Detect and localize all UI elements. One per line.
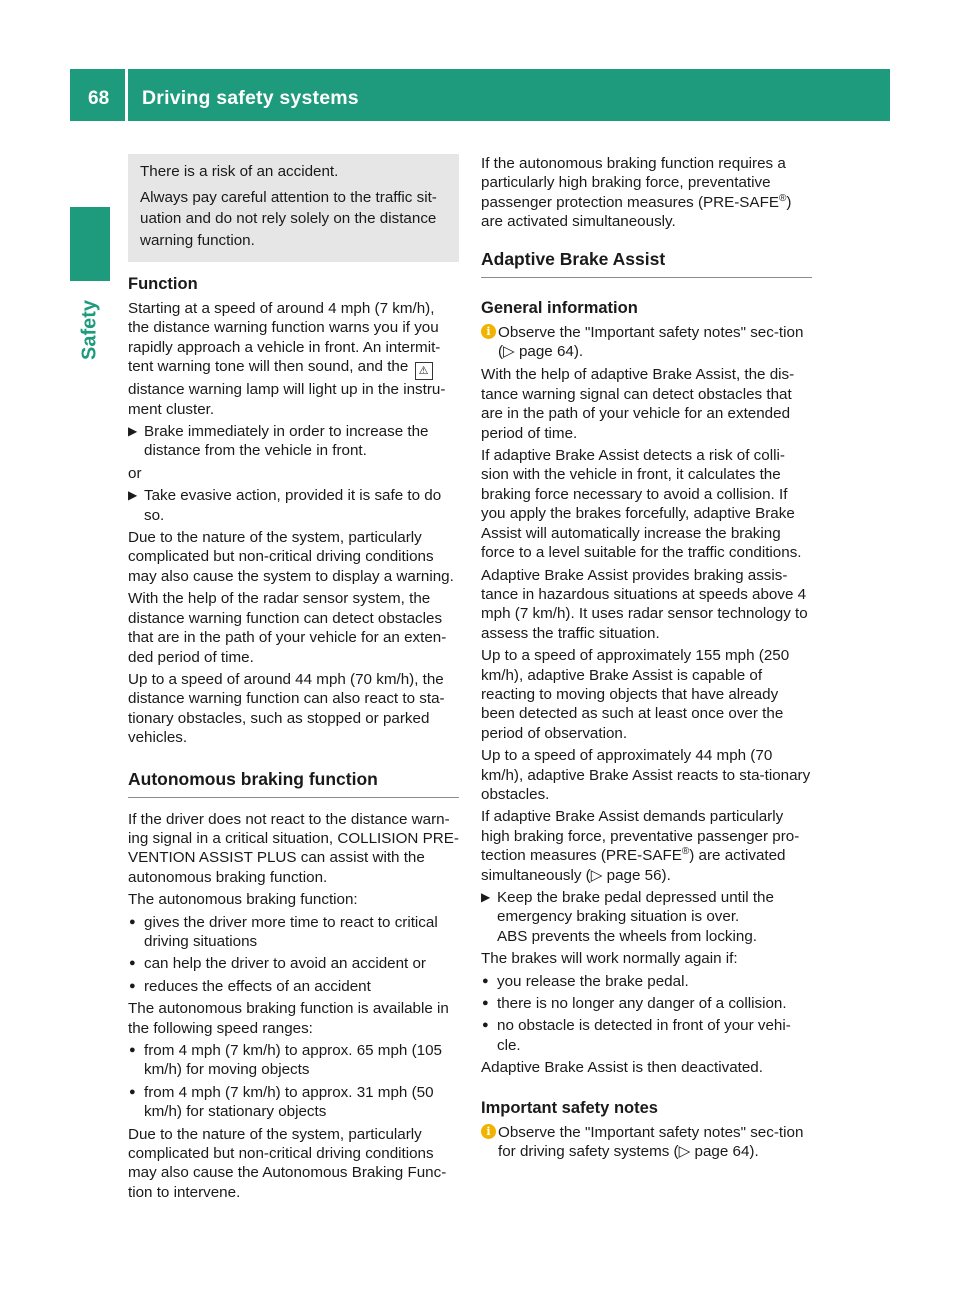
list-item: ● you release the brake pedal. xyxy=(482,972,689,990)
side-tab-label: Safety xyxy=(78,299,101,361)
right-column xyxy=(481,154,812,1165)
step-arrow-icon: ▶ xyxy=(128,424,138,439)
list-item: ● can help the driver to avoid an accident or xyxy=(129,955,426,973)
or-text: or xyxy=(128,464,142,482)
section-heading-adaptive-brake-assist: Adaptive Brake Assist xyxy=(481,248,812,278)
step-arrow-icon: ▶ xyxy=(481,890,491,904)
warning-box xyxy=(128,154,459,262)
instruction-step: ▶ Keep the brake pedal depressed until the emergency braking situation is over. ABS prevents the wheels from locking. xyxy=(481,889,774,945)
paragraph: If adaptive Brake Assist demands particularly high braking force, preventative passenger pro-tection measures (PRE-SAFE®) are activated simultaneously (▷ page 56). xyxy=(481,808,800,884)
list-item: ● there is no longer any danger of a collision. xyxy=(482,995,787,1013)
distance-warning-lamp-icon: ⚠ xyxy=(415,362,433,380)
registered-mark: ® xyxy=(681,846,690,858)
info-icon: i xyxy=(481,1124,496,1139)
chapter-title: Driving safety systems xyxy=(142,87,359,109)
paragraph: Adaptive Brake Assist provides braking assis-tance in hazardous situations at speeds above 4 mph (7 km/h). It uses radar sensor technology to assess the traffic situation. xyxy=(481,566,808,642)
bullet-icon: ● xyxy=(482,997,489,1010)
general-information-heading: General information xyxy=(481,298,638,317)
paragraph: Due to the nature of the system, particularly complicated but non-critical driving conditions may also cause the system to display a warning. xyxy=(128,529,454,585)
header-divider xyxy=(125,69,128,121)
paragraph: Up to a speed of approximately 44 mph (70 km/h), adaptive Brake Assist reacts to sta-tionary obstacles. xyxy=(481,747,811,803)
instruction-step: ▶ Brake immediately in order to increase the distance from the vehicle in front. xyxy=(128,423,429,460)
paragraph: Adaptive Brake Assist is then deactivated. xyxy=(481,1059,763,1077)
step-arrow-icon: ▶ xyxy=(128,488,138,503)
bullet-icon: ● xyxy=(482,974,489,987)
list-item: ● from 4 mph (7 km/h) to approx. 65 mph (105 km/h) for moving objects xyxy=(129,1042,442,1079)
paragraph: Up to a speed of around 44 mph (70 km/h), the distance warning function can also react to sta-tionary obstacles, such as stopped or parked vehicles. xyxy=(128,670,445,747)
list-item: ● no obstacle is detected in front of your vehi-cle. xyxy=(482,1017,791,1054)
info-icon: i xyxy=(481,324,496,339)
warning-line-1: There is a risk of an accident. xyxy=(140,163,339,180)
bullet-icon: ● xyxy=(129,1085,136,1098)
bullet-icon: ● xyxy=(482,1019,489,1032)
instruction-step: ▶ Take evasive action, provided it is safe to do so. xyxy=(128,487,442,524)
paragraph: Up to a speed of approximately 155 mph (250 km/h), adaptive Brake Assist is capable of reacting to moving objects that have already been detected as such at least once over the period of observation. xyxy=(481,647,790,742)
paragraph: The brakes will work normally again if: xyxy=(481,950,738,968)
paragraph: With the help of the radar sensor system, the distance warning function can detect obstacles that are in the path of your vehicle for an exten-ded period of time. xyxy=(128,590,447,666)
bullet-icon: ● xyxy=(129,957,136,970)
list-item: ● gives the driver more time to react to critical driving situations xyxy=(129,913,438,950)
paragraph: If adaptive Brake Assist detects a risk of colli-sion with the vehicle in front, it calculates the braking force necessary to avoid a collision. If you apply the brakes forcefully, adaptive Brake Assist will automatically increase the braking force to a level suitable for the traffic conditions. xyxy=(481,447,802,562)
paragraph: If the autonomous braking function requires a particularly high braking force, preventative passenger protection measures (PRE-SAFE®) are activated simultaneously. xyxy=(481,155,792,231)
bullet-icon: ● xyxy=(129,1044,136,1056)
info-note: i Observe the "Important safety notes" sec-tion (▷ page 64). xyxy=(481,323,812,362)
page-number: 68 xyxy=(88,88,110,109)
function-paragraph: Starting at a speed of around 4 mph (7 km/h), the distance warning function warns you if you rapidly approach a vehicle in front. An intermit-tent warning tone will then sound, and the ⚠ distance warning lamp will light up in the instru-ment cluster. xyxy=(128,300,446,418)
list-item: ● from 4 mph (7 km/h) to approx. 31 mph (50 km/h) for stationary objects xyxy=(129,1083,434,1121)
section-heading-autonomous-braking: Autonomous braking function xyxy=(128,768,459,798)
warning-line-2: Always pay careful attention to the traffic sit-uation and do not rely solely on the distance warning function. xyxy=(140,188,437,249)
paragraph: The autonomous braking function is available in the following speed ranges: xyxy=(128,1000,449,1037)
paragraph: Due to the nature of the system, particularly complicated but non-critical driving conditions may also cause the Autonomous Braking Func-tion to intervene. xyxy=(128,1125,447,1201)
left-column xyxy=(128,154,459,1205)
paragraph: With the help of adaptive Brake Assist, the dis-tance warning signal can detect obstacles that are in the path of your vehicle for an extended period of time. xyxy=(481,366,795,442)
registered-mark: ® xyxy=(778,192,787,204)
info-note: i Observe the "Important safety notes" sec-tion for driving safety systems (▷ page 64). xyxy=(481,1123,812,1162)
side-tab-block xyxy=(70,207,110,281)
header-bar xyxy=(70,69,890,121)
paragraph: The autonomous braking function: xyxy=(128,891,358,909)
list-item: ● reduces the effects of an accident xyxy=(129,977,371,995)
bullet-icon: ● xyxy=(129,979,136,992)
bullet-icon: ● xyxy=(129,915,136,928)
important-safety-notes-heading: Important safety notes xyxy=(481,1098,658,1117)
paragraph: If the driver does not react to the distance warn-ing signal in a critical situation, COLLISION PRE-VENTION ASSIST PLUS can assist with the autonomous braking function. xyxy=(128,810,459,886)
function-heading: Function xyxy=(128,275,198,293)
